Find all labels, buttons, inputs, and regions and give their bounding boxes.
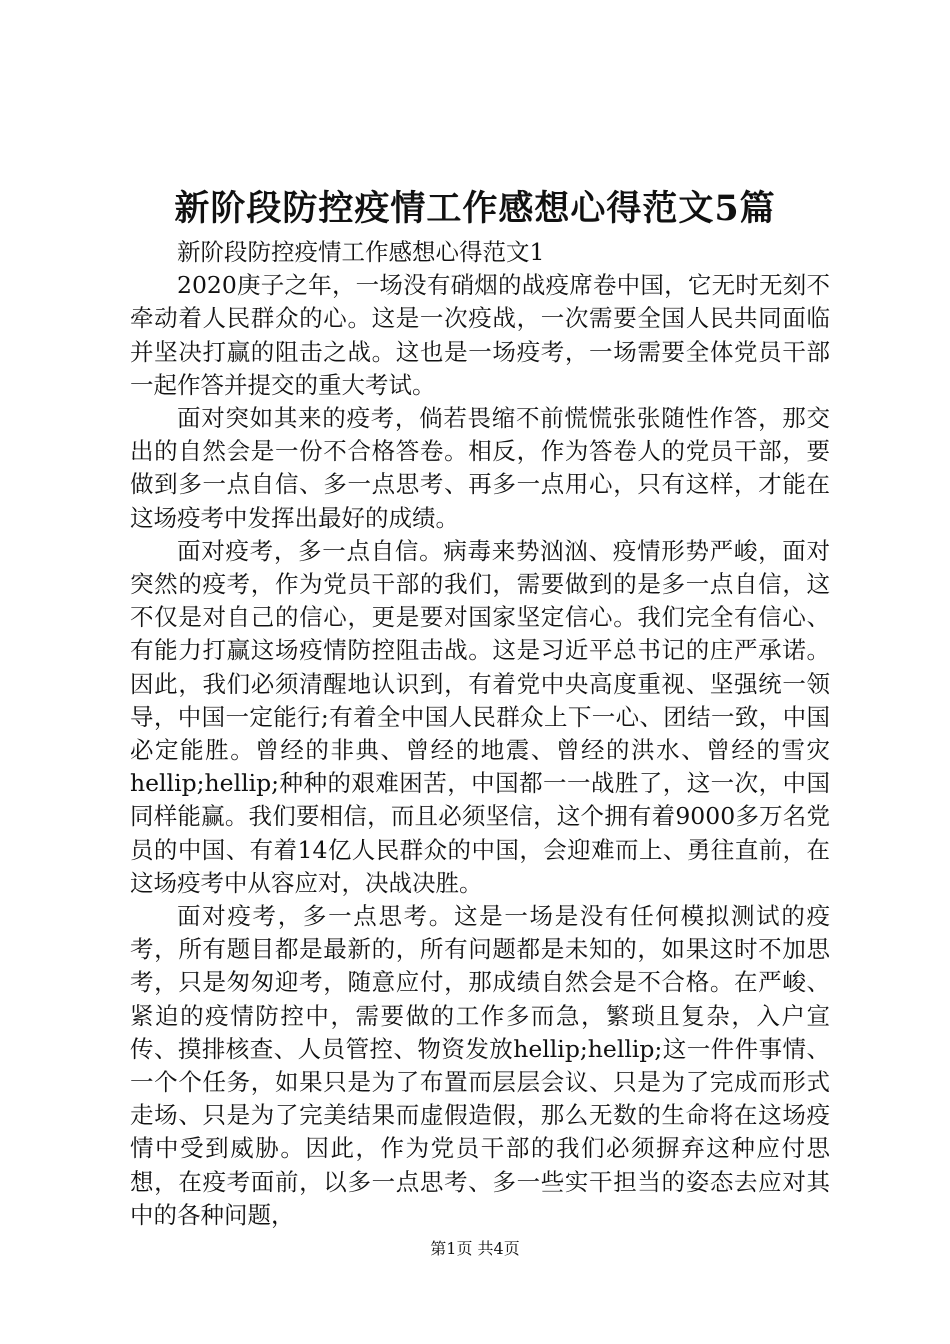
document-title: 新阶段防控疫情工作感想心得范文5篇 (174, 188, 776, 229)
page-footer: 第1页 共4页 (430, 1239, 520, 1258)
body-paragraph: 面对疫考，多一点自信。病毒来势汹汹、疫情形势严峻，面对突然的疫考，作为党员干部的我们，需要做到的是多一点自信，这不仅是对自己的信心，更是要对国家坚定信心。我们完全有信心、有能力打赢这场疫情防控阻击战。这是习近平总书记的庄严承诺。因此，我们必须清醒地认识到，有着党中央高度重视、坚强统一领导，中国一定能行;有着全中国人民群众上下一心、团结一致，中国必定能胜。曾经的非典、曾经的地震、曾经的洪水、曾经的雪灾hellip;hellip;种种的艰难困苦，中国都一一战胜了，这一次，中国同样能赢。我们要相信，而且必须坚信，这个拥有着9000多万名党员的中国、有着14亿人民群众的中国，会迎难而上、勇往直前，在这场疫考中从容应对，决战决胜。 (130, 536, 830, 897)
body-paragraph: 面对突如其来的疫考，倘若畏缩不前慌慌张张随性作答，那交出的自然会是一份不合格答卷。相反，作为答卷人的党员干部，要做到多一点自信、多一点思考、再多一点用心，只有这样，才能在这场疫考中发挥出最好的成绩。 (130, 404, 830, 532)
body-paragraph: 2020庚子之年，一场没有硝烟的战疫席卷中国，它无时无刻不牵动着人民群众的心。这是一次疫战，一次需要全国人民共同面临并坚决打赢的阻击之战。这也是一场疫考，一场需要全体党员干部一起作答并提交的重大考试。 (130, 271, 830, 399)
document-body (130, 236, 830, 1232)
section-heading: 新阶段防控疫情工作感想心得范文1 (177, 238, 545, 266)
body-paragraph: 面对疫考，多一点思考。这是一场是没有任何模拟测试的疫考，所有题目都是最新的，所有问题都是未知的，如果这时不加思考，只是匆匆迎考，随意应付，那成绩自然会是不合格。在严峻、紧迫的疫情防控中，需要做的工作多而急，繁琐且复杂，入户宣传、摸排核查、人员管控、物资发放hellip;hellip;这一件件事情、一个个任务，如果只是为了布置而层层会议、只是为了完成而形式走场、只是为了完美结果而虚假造假，那么无数的生命将在这场疫情中受到威胁。因此，作为党员干部的我们必须摒弃这种应付思想，在疫考面前，以多一点思考、多一些实干担当的姿态去应对其中的各种问题， (130, 902, 830, 1229)
